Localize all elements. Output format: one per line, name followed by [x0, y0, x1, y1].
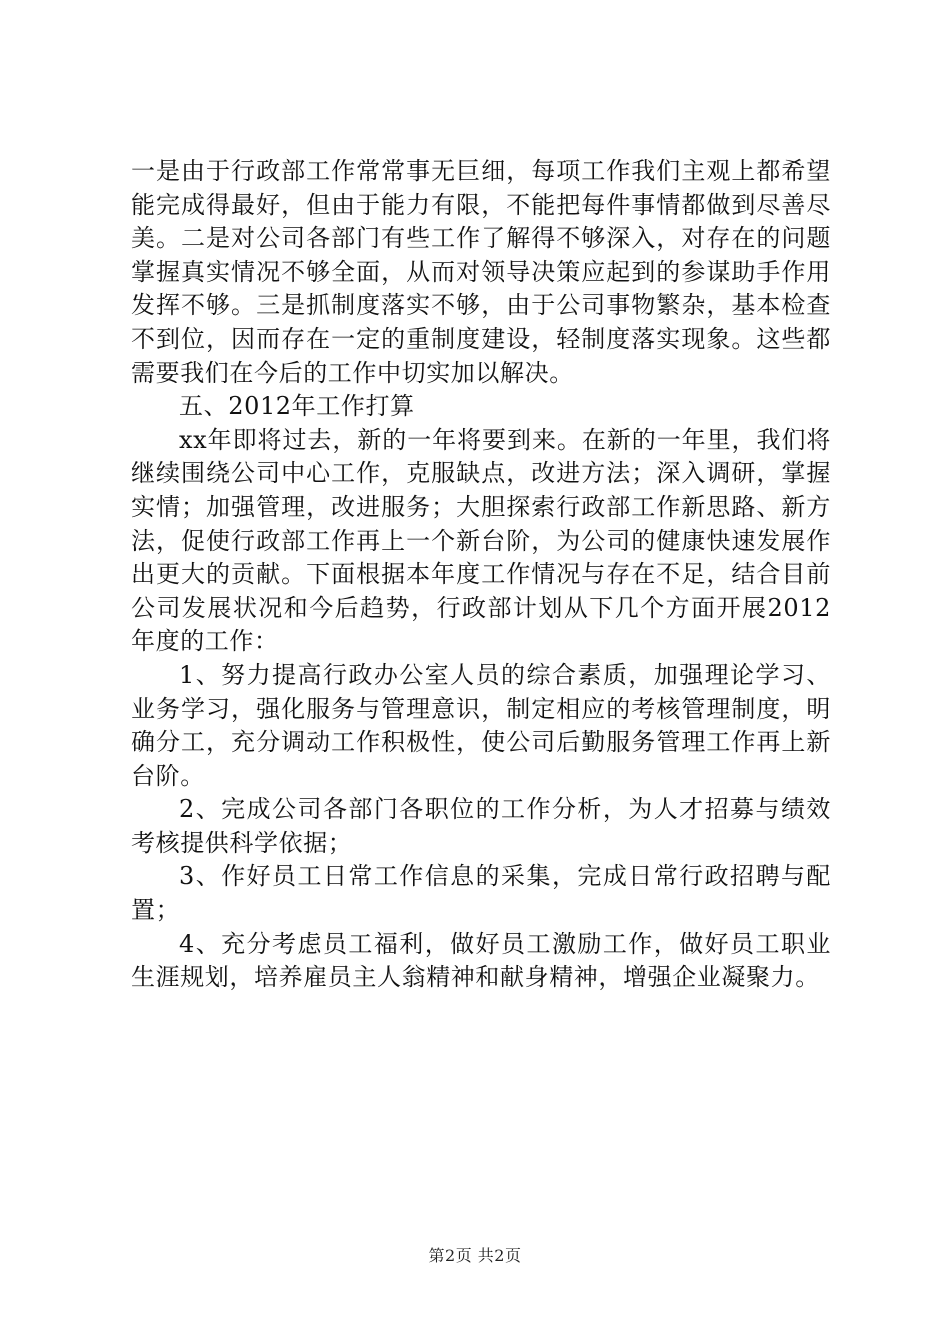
- page-number-footer: 第2页 共2页: [428, 1246, 522, 1265]
- paragraph-plan-item-2: 2、完成公司各部门各职位的工作分析，为人才招募与绩效考核提供科学依据；: [131, 795, 831, 857]
- paragraph-plan-item-4: 4、充分考虑员工福利，做好员工激励工作，做好员工职业生涯规划，培养雇员主人翁精神和献身精神，增强企业凝聚力。: [131, 929, 831, 992]
- paragraph-problems: 一是由于行政部工作常常事无巨细，每项工作我们主观上都希望能完成得最好，但由于能力有限，不能把每件事情都做到尽善尽美。二是对公司各部门有些工作了解得不够深入，对存在的问题掌握真实情况不够全面，从而对领导决策应起到的参谋助手作用发挥不够。三是抓制度落实不够，由于公司事物繁杂，基本检查不到位，因而存在一定的重制度建设，轻制度落实现象。这些都需要我们在今后的工作中切实加以解决。: [131, 157, 831, 387]
- paragraph-plan-item-1: 1、努力提高行政办公室人员的综合素质，加强理论学习、业务学习，强化服务与管理意识，制定相应的考核管理制度，明确分工，充分调动工作积极性，使公司后勤服务管理工作再上新台阶。: [131, 660, 831, 790]
- paragraph-plan-item-3: 3、作好员工日常工作信息的采集，完成日常行政招聘与配置；: [131, 862, 831, 925]
- section-heading-2012-plan: 五、2012年工作打算: [179, 392, 415, 421]
- paragraph-plan-intro: xx年即将过去，新的一年将要到来。在新的一年里，我们将继续围绕公司中心工作，克服缺点，改进方法；深入调研，掌握实情；加强管理，改进服务；大胆探索行政部工作新思路、新方法，促使行政部工作再上一个新台阶，为公司的健康快速发展作出更大的贡献。下面根据本年度工作情况与存在不足，结合目前公司发展状况和今后趋势，行政部计划从下几个方面开展2012年度的工作：: [131, 425, 831, 656]
- document-body: [131, 155, 831, 995]
